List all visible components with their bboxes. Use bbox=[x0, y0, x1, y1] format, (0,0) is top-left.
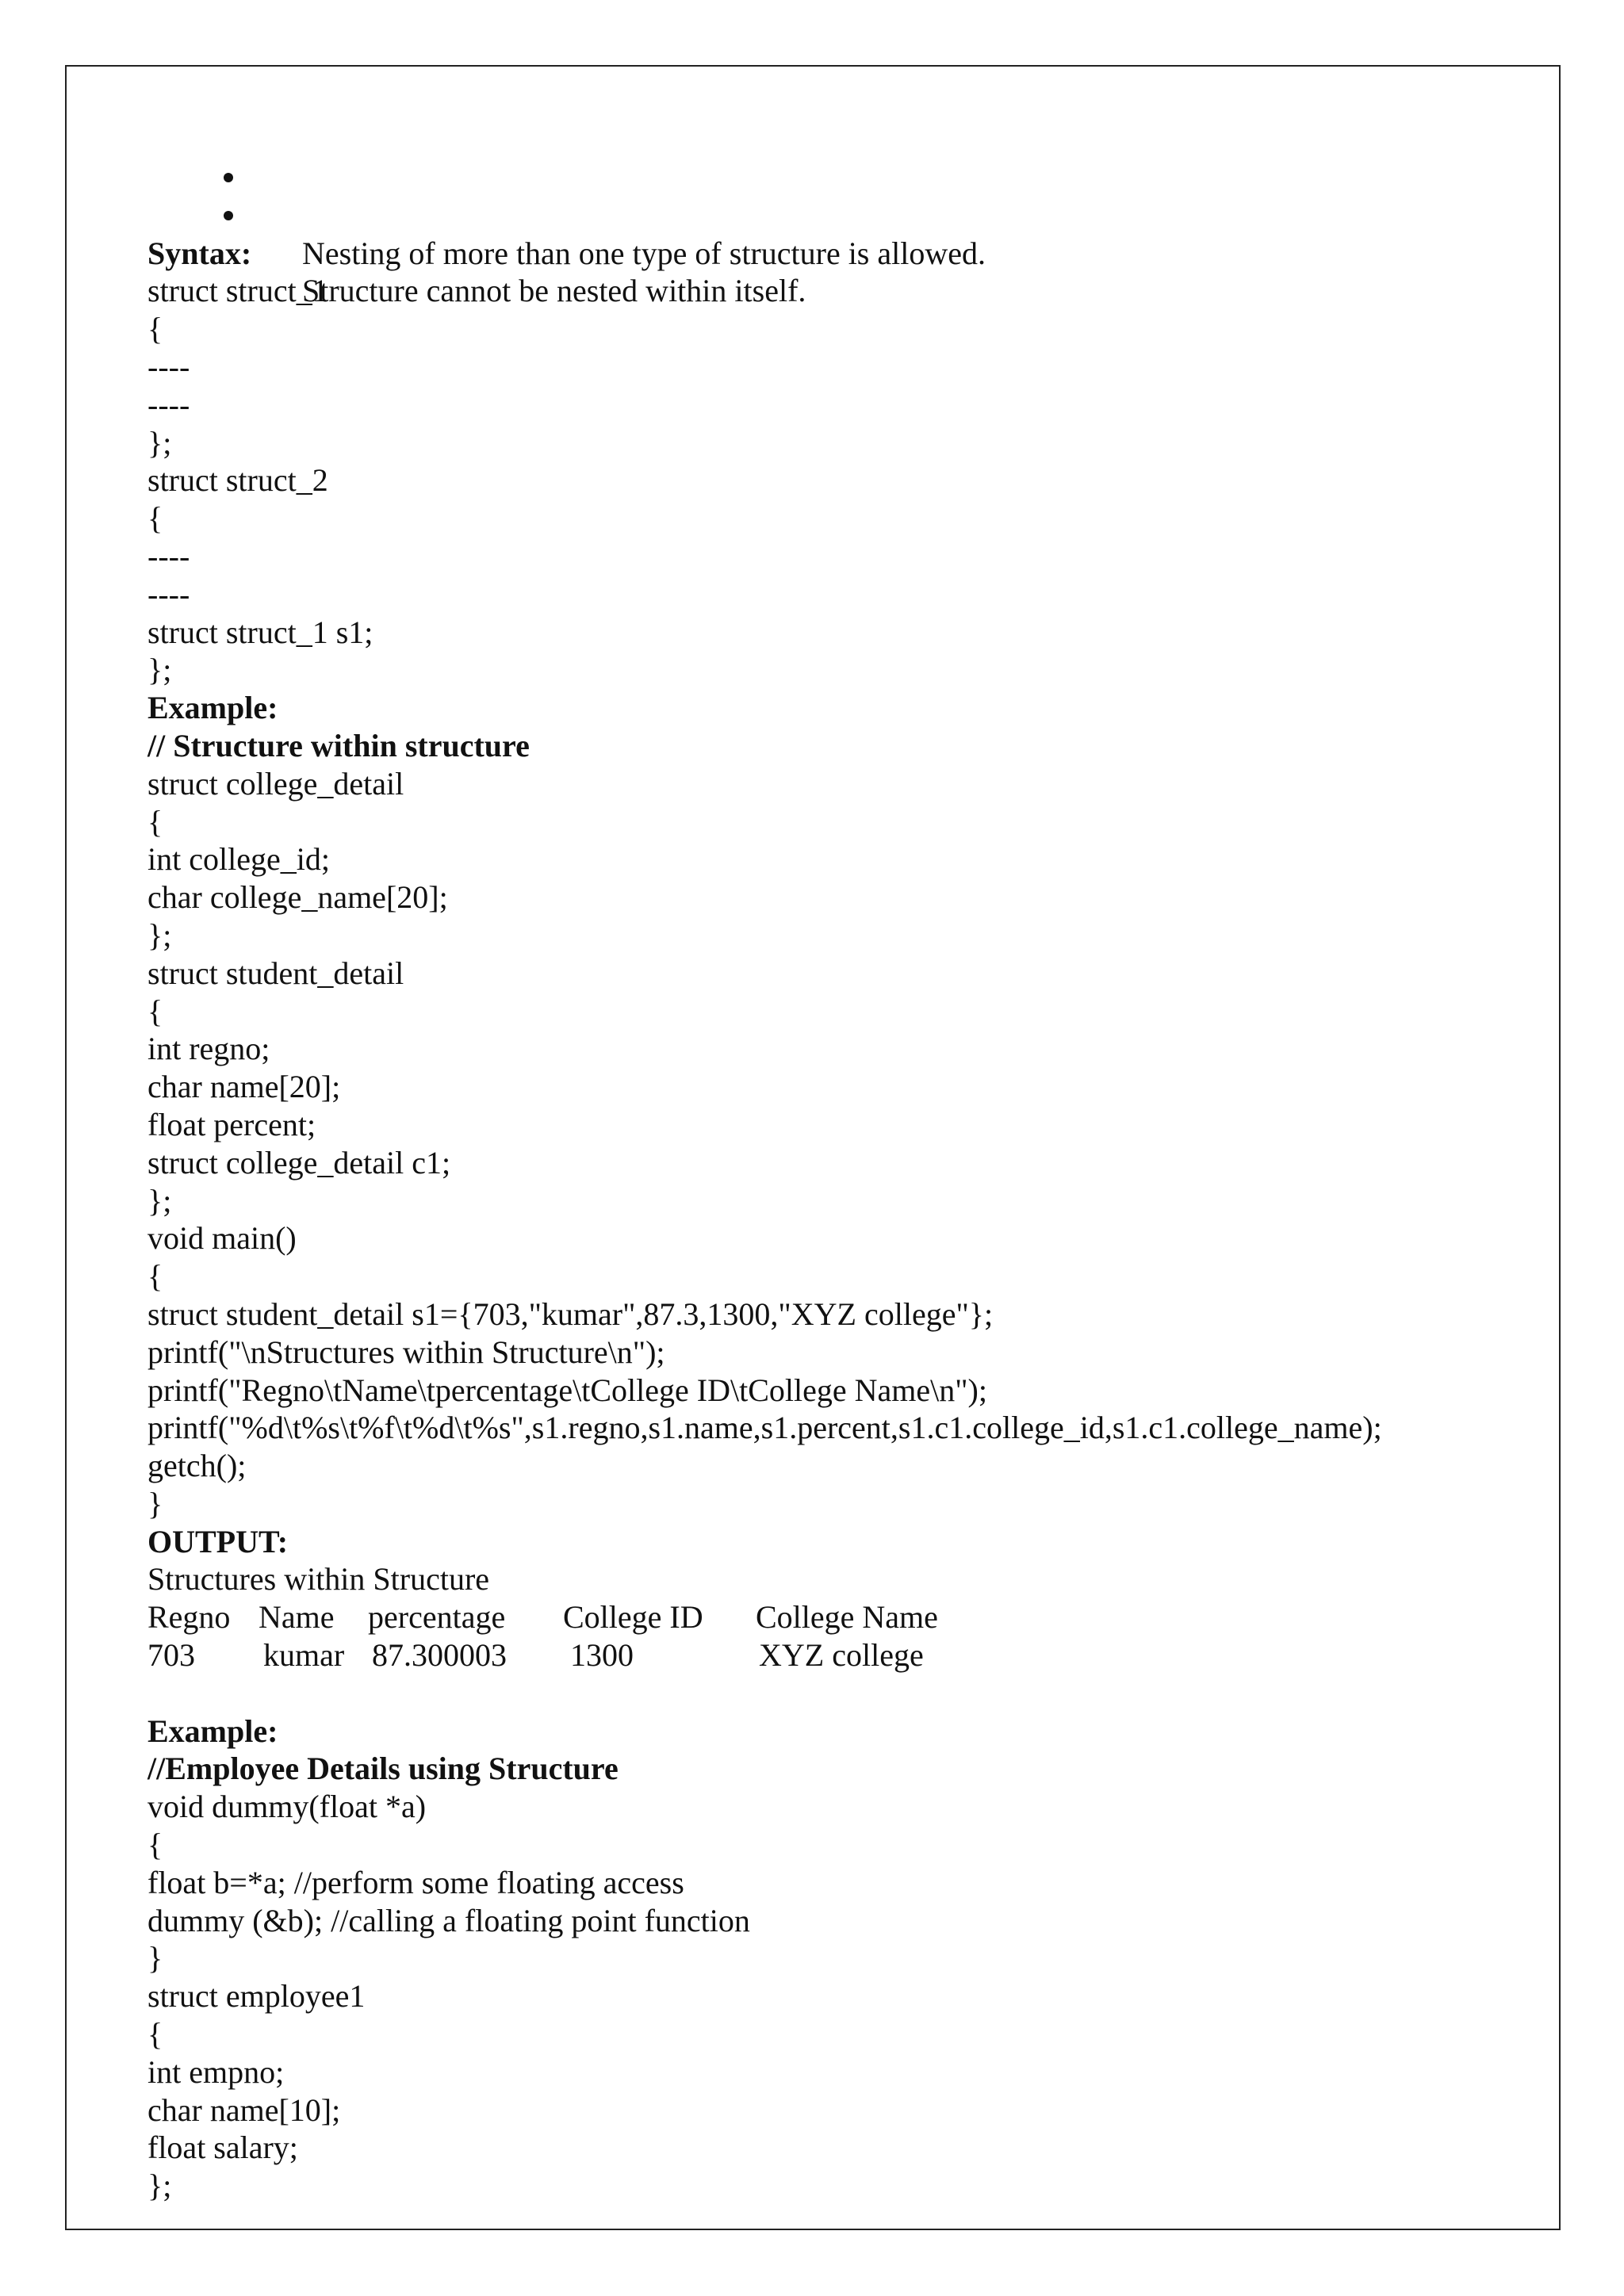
bullet-icon bbox=[224, 173, 233, 182]
code-line: struct student_detail bbox=[147, 955, 404, 991]
code-line: struct employee1 bbox=[147, 1978, 366, 2015]
code-line: int empno; bbox=[147, 2053, 285, 2090]
code-line: struct student_detail s1={703,"kumar",87.3,1300,"XYZ college"}; bbox=[147, 1295, 994, 1332]
output-cell: 87.300003 bbox=[372, 1637, 507, 1674]
code-line: struct college_detail bbox=[147, 765, 404, 802]
output-cell: 703 bbox=[147, 1637, 195, 1674]
bullet-text: Structure cannot be nested within itself. bbox=[302, 273, 806, 309]
syntax-block bbox=[147, 272, 1543, 689]
output-data-row bbox=[147, 1636, 1543, 1674]
code-line: { bbox=[147, 500, 163, 537]
code-line: float salary; bbox=[147, 2130, 298, 2166]
code-line: }; bbox=[147, 652, 172, 688]
code-line: void main() bbox=[147, 1220, 297, 1257]
output-cell: XYZ college bbox=[759, 1637, 924, 1674]
output-header-cell: Name bbox=[259, 1599, 335, 1636]
code-line: printf("\nStructures within Structure\n"); bbox=[147, 1334, 665, 1370]
output-table bbox=[147, 1598, 1543, 1674]
code-line: struct college_detail c1; bbox=[147, 1144, 451, 1181]
example-heading: Example: bbox=[147, 690, 278, 726]
spacer bbox=[147, 1674, 1543, 1712]
output-cell: kumar bbox=[263, 1637, 345, 1674]
code-line: void dummy(float *a) bbox=[147, 1789, 427, 1825]
code-line: } bbox=[147, 1485, 163, 1521]
code-line: { bbox=[147, 1827, 163, 1863]
code-line: int college_id; bbox=[147, 841, 330, 878]
output-header-cell: College Name bbox=[756, 1599, 938, 1636]
code-line: float b=*a; //perform some floating access bbox=[147, 1864, 684, 1900]
code-line: }; bbox=[147, 1182, 172, 1219]
output-header-row bbox=[147, 1598, 1543, 1636]
code-line: struct struct_1 s1; bbox=[147, 614, 373, 650]
code-line: struct struct_1 bbox=[147, 273, 328, 309]
output-header-cell: College ID bbox=[563, 1599, 703, 1636]
example-comment: // Structure within structure bbox=[147, 727, 530, 763]
example-code-block bbox=[147, 1788, 1543, 2205]
code-line: ---- bbox=[147, 386, 190, 423]
example-code-block bbox=[147, 765, 1543, 1523]
code-line: ---- bbox=[147, 576, 190, 612]
output-header-cell: percentage bbox=[368, 1599, 506, 1636]
code-line: }; bbox=[147, 424, 172, 461]
syntax-heading: Syntax: bbox=[147, 235, 252, 271]
code-line: { bbox=[147, 803, 163, 840]
code-line: }; bbox=[147, 916, 172, 953]
code-line: int regno; bbox=[147, 1031, 270, 1067]
code-line: char name[20]; bbox=[147, 1069, 341, 1105]
code-line: ---- bbox=[147, 348, 190, 385]
code-line: struct struct_2 bbox=[147, 462, 328, 499]
output-title: Structures within Structure bbox=[147, 1561, 490, 1598]
code-line: { bbox=[147, 1258, 163, 1295]
example-comment: //Employee Details using Structure bbox=[147, 1751, 619, 1787]
output-cell: 1300 bbox=[570, 1637, 634, 1674]
code-line: } bbox=[147, 1940, 163, 1976]
code-line: char college_name[20]; bbox=[147, 879, 448, 916]
output-heading: OUTPUT: bbox=[147, 1523, 289, 1559]
code-line: printf("%d\t%s\t%f\t%d\t%s",s1.regno,s1.name,s1.percent,s1.c1.college_id,s1.c1.college_name); bbox=[147, 1410, 1382, 1446]
code-line: }; bbox=[147, 2168, 172, 2204]
code-line: dummy (&b); //calling a floating point function bbox=[147, 1902, 750, 1938]
output-header-cell: Regno bbox=[147, 1599, 231, 1636]
bullet-text: Nesting of more than one type of structure is allowed. bbox=[302, 235, 986, 271]
code-line: float percent; bbox=[147, 1106, 316, 1142]
example-heading: Example: bbox=[147, 1712, 278, 1749]
code-line: ---- bbox=[147, 538, 190, 574]
document-body bbox=[147, 159, 1543, 2205]
bullet-icon bbox=[224, 211, 233, 220]
code-line: { bbox=[147, 311, 163, 347]
code-line: { bbox=[147, 2016, 163, 2053]
code-line: printf("Regno\tName\tpercentage\tCollege ID\tCollege Name\n"); bbox=[147, 1372, 987, 1408]
code-line: getch(); bbox=[147, 1448, 247, 1484]
code-line: char name[10]; bbox=[147, 2091, 341, 2128]
code-line: { bbox=[147, 993, 163, 1029]
